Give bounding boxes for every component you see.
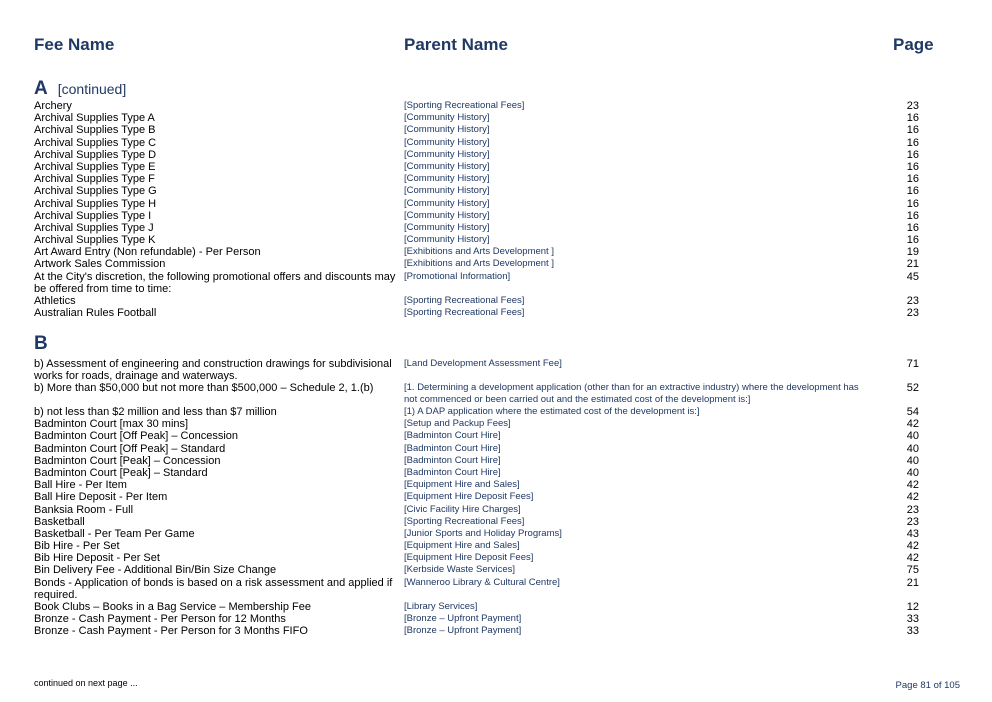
parent-name: [Land Development Assessment Fee] — [404, 358, 562, 369]
fee-name: Archival Supplies Type A — [34, 112, 155, 125]
table-row — [0, 504, 992, 516]
section-letter: A — [34, 78, 48, 99]
parent-name: [Badminton Court Hire] — [404, 466, 501, 478]
parent-name: [1) A DAP application where the estimated cost of the development is:] — [404, 406, 700, 417]
table-row — [0, 246, 992, 258]
table-row — [0, 443, 992, 455]
parent-name: [Community History] — [404, 148, 490, 160]
table-row — [0, 406, 992, 418]
fee-name: Bronze - Cash Payment - Per Person for 12 Months — [34, 612, 286, 625]
page-number: 23 — [906, 515, 919, 528]
parent-name: [Community History] — [404, 136, 490, 148]
page-number: 42 — [906, 540, 919, 553]
page-number: 42 — [906, 491, 919, 504]
parent-name: [Sporting Recreational Fees] — [404, 100, 525, 111]
table-row — [0, 307, 992, 319]
fee-list-b — [0, 358, 992, 637]
fee-name: Archival Supplies Type E — [34, 160, 156, 173]
footer-page-number: Page 81 of 105 — [895, 680, 960, 691]
fee-name: Banksia Room - Full — [34, 503, 134, 516]
fee-name: At the City's discretion, the following promotional offers and discounts may be offered from time to time: — [34, 270, 396, 295]
table-row — [0, 198, 992, 210]
fee-name: Basketball - Per Team Per Game — [34, 527, 195, 540]
fee-name: Badminton Court [Off Peak] – Concession — [34, 430, 239, 443]
parent-name: [Equipment Hire Deposit Fees] — [404, 491, 534, 503]
page-number: 16 — [906, 136, 919, 149]
fee-name: Archival Supplies Type I — [34, 209, 152, 222]
parent-name: [Exhibitions and Arts Development ] — [404, 246, 554, 258]
table-row — [0, 564, 992, 576]
page-number: 23 — [906, 306, 919, 319]
fee-name: Bin Delivery Fee - Additional Bin/Bin Size Change — [34, 564, 277, 577]
parent-name: [Community History] — [404, 173, 490, 185]
parent-name: [Sporting Recreational Fees] — [404, 515, 525, 527]
parent-name: [Equipment Hire Deposit Fees] — [404, 552, 534, 564]
page-number: 42 — [906, 552, 919, 565]
table-row — [0, 528, 992, 540]
page-number: 16 — [906, 221, 919, 234]
fee-name: b) Assessment of engineering and construction drawings for subdivisional works for roads, drainage and waterways. — [34, 358, 392, 383]
parent-name: [Equipment Hire and Sales] — [404, 479, 520, 491]
table-row — [0, 222, 992, 234]
parent-name: [Sporting Recreational Fees] — [404, 294, 525, 306]
page-number: 52 — [906, 382, 919, 394]
fee-name: Archival Supplies Type F — [34, 173, 155, 186]
section-heading-a — [34, 78, 126, 100]
fee-name: Bronze - Cash Payment - Per Person for 3 Months FIFO — [34, 625, 308, 637]
fee-name: Book Clubs – Books in a Bag Service – Membership Fee — [34, 600, 311, 613]
parent-name: [Community History] — [404, 234, 490, 246]
table-row — [0, 418, 992, 430]
header-page: Page — [893, 35, 934, 54]
table-row — [0, 137, 992, 149]
header-fee-name: Fee Name — [34, 35, 115, 54]
table-row — [0, 382, 992, 406]
page-number: 19 — [906, 246, 919, 259]
table-row — [0, 467, 992, 479]
fee-list-a — [0, 100, 992, 319]
page-number: 16 — [906, 112, 919, 125]
footer-continued: continued on next page ... — [34, 678, 138, 688]
parent-name: [Community History] — [404, 185, 490, 197]
fee-name: Bib Hire Deposit - Per Set — [34, 552, 160, 565]
page-number: 54 — [906, 406, 919, 418]
section-heading-b — [34, 333, 48, 355]
table-row — [0, 210, 992, 222]
table-row — [0, 540, 992, 552]
table-row — [0, 258, 992, 270]
page-number: 43 — [906, 527, 919, 540]
table-row — [0, 455, 992, 467]
fee-name: Artwork Sales Commission — [34, 258, 166, 271]
page-number: 33 — [906, 612, 919, 625]
parent-name: [Sporting Recreational Fees] — [404, 306, 525, 318]
table-row — [0, 295, 992, 307]
parent-name: [Exhibitions and Arts Development ] — [404, 258, 554, 270]
fee-name: Archival Supplies Type G — [34, 185, 157, 198]
fee-name: Archery — [34, 100, 72, 112]
table-row — [0, 112, 992, 124]
page-number: 42 — [906, 479, 919, 492]
page-number: 71 — [906, 358, 919, 370]
table-row — [0, 613, 992, 625]
page-number: 40 — [906, 430, 919, 443]
table-row — [0, 552, 992, 564]
parent-name: [Bronze – Upfront Payment] — [404, 612, 522, 624]
parent-name: [Library Services] — [404, 600, 478, 612]
parent-name: [Junior Sports and Holiday Programs] — [404, 527, 562, 539]
parent-name: [Community History] — [404, 112, 490, 124]
fee-name: Archival Supplies Type H — [34, 197, 157, 210]
page-number: 23 — [906, 100, 919, 112]
page-number: 16 — [906, 197, 919, 210]
fee-name: Archival Supplies Type K — [34, 234, 156, 247]
table-row — [0, 577, 992, 601]
page-number: 16 — [906, 148, 919, 161]
fee-name: Badminton Court [Off Peak] – Standard — [34, 442, 226, 455]
fee-name: Basketball — [34, 515, 85, 528]
parent-name: [Promotional Information] — [404, 270, 511, 282]
fee-name: Archival Supplies Type J — [34, 221, 154, 234]
parent-name: [Badminton Court Hire] — [404, 454, 501, 466]
section-continued: [continued] — [57, 81, 127, 97]
page-number: 16 — [906, 185, 919, 198]
parent-name: [Equipment Hire and Sales] — [404, 540, 520, 552]
page-number: 75 — [906, 564, 919, 577]
parent-name: [Bronze – Upfront Payment] — [404, 625, 522, 636]
fee-name: Art Award Entry (Non refundable) - Per Person — [34, 246, 261, 259]
table-row — [0, 271, 992, 295]
fee-name: Archival Supplies Type C — [34, 136, 157, 149]
parent-name: [Community History] — [404, 221, 490, 233]
page-number: 16 — [906, 173, 919, 186]
page-number: 12 — [906, 600, 919, 613]
table-row — [0, 516, 992, 528]
fee-name: Badminton Court [Peak] – Concession — [34, 454, 221, 467]
page-number: 33 — [906, 625, 919, 637]
table-row — [0, 100, 992, 112]
page-number: 45 — [906, 270, 919, 283]
page-number: 23 — [906, 294, 919, 307]
fee-name: Athletics — [34, 294, 76, 307]
page-number: 42 — [906, 418, 919, 431]
page-number: 23 — [906, 503, 919, 516]
header-parent-name: Parent Name — [404, 35, 508, 54]
page-number: 21 — [906, 258, 919, 271]
page-number: 40 — [906, 466, 919, 479]
page-number: 16 — [906, 234, 919, 247]
parent-name: [1. Determining a development application (other than for an extractive industry) where the development has not commenced or been carried out and the estimated cost of the development is:] — [404, 382, 859, 406]
page-number: 16 — [906, 124, 919, 137]
fee-name: Bonds - Application of bonds is based on a risk assessment and applied if required. — [34, 576, 393, 601]
fee-name: Australian Rules Football — [34, 306, 157, 319]
table-row — [0, 479, 992, 491]
parent-name: [Badminton Court Hire] — [404, 430, 501, 442]
fee-name: Ball Hire - Per Item — [34, 479, 127, 492]
parent-name: [Wanneroo Library & Cultural Centre] — [404, 576, 560, 588]
table-row — [0, 124, 992, 136]
table-row — [0, 161, 992, 173]
section-letter: B — [34, 333, 48, 354]
parent-name: [Community History] — [404, 209, 490, 221]
parent-name: [Kerbside Waste Services] — [404, 564, 516, 576]
table-row — [0, 173, 992, 185]
table-row — [0, 358, 992, 382]
parent-name: [Setup and Packup Fees] — [404, 418, 511, 430]
table-row — [0, 185, 992, 197]
fee-name: Archival Supplies Type B — [34, 124, 156, 137]
fee-name: Badminton Court [max 30 mins] — [34, 418, 189, 431]
fee-name: Badminton Court [Peak] – Standard — [34, 466, 208, 479]
table-row — [0, 601, 992, 613]
parent-name: [Community History] — [404, 197, 490, 209]
page-number: 40 — [906, 442, 919, 455]
parent-name: [Community History] — [404, 124, 490, 136]
table-row — [0, 149, 992, 161]
parent-name: [Community History] — [404, 160, 490, 172]
fee-name: b) More than $50,000 but not more than $500,000 – Schedule 2, 1.(b) — [34, 382, 374, 394]
fee-name: Archival Supplies Type D — [34, 148, 157, 161]
page-number: 16 — [906, 209, 919, 222]
table-row — [0, 491, 992, 503]
fee-name: Ball Hire Deposit - Per Item — [34, 491, 168, 504]
table-row — [0, 234, 992, 246]
page-number: 16 — [906, 160, 919, 173]
parent-name: [Badminton Court Hire] — [404, 442, 501, 454]
table-row — [0, 625, 992, 637]
parent-name: [Civic Facility Hire Charges] — [404, 503, 521, 515]
fee-name: Bib Hire - Per Set — [34, 540, 120, 553]
page-number: 40 — [906, 454, 919, 467]
page-number: 21 — [906, 576, 919, 589]
fee-name: b) not less than $2 million and less than $7 million — [34, 406, 277, 418]
table-row — [0, 430, 992, 442]
